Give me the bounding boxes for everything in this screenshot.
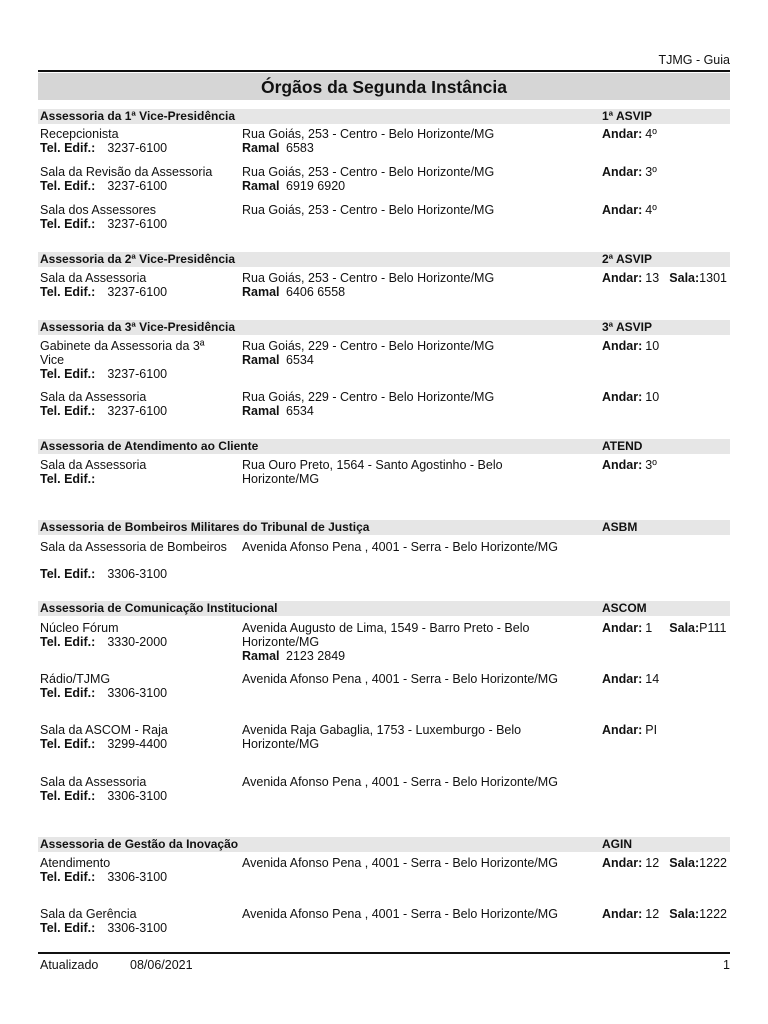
- entry-name: Rádio/TJMG: [40, 672, 111, 686]
- entry-address: Rua Goiás, 253 - Centro - Belo Horizonte/MG: [242, 203, 495, 217]
- entry-name: Gabinete da Assessoria da 3ª Vice: [40, 339, 205, 367]
- andar-label: Andar:: [602, 723, 643, 737]
- entry-address: Avenida Afonso Pena , 4001 - Serra - Belo Horizonte/MG: [242, 775, 558, 789]
- entry-address: Avenida Augusto de Lima, 1549 - Barro Preto - Belo Horizonte/MG: [242, 621, 530, 649]
- page-number: 1: [723, 958, 730, 972]
- sala-label: Sala:: [669, 856, 700, 870]
- document-header: TJMG - Guia: [658, 53, 730, 67]
- section-header: [38, 439, 730, 454]
- entry-name: Sala dos Assessores: [40, 203, 157, 217]
- section-header: [38, 520, 730, 535]
- sala-value: 1301: [699, 271, 727, 285]
- entry-name: Sala da Assessoria: [40, 390, 147, 404]
- section-name: Assessoria da 3ª Vice-Presidência: [40, 320, 235, 334]
- tel-value: 3306-3100: [107, 870, 168, 884]
- tel-value: 3306-3100: [107, 686, 168, 700]
- andar-value: PI: [645, 723, 658, 737]
- ramal-label: Ramal: [242, 141, 280, 155]
- entry-name: Núcleo Fórum: [40, 621, 119, 635]
- entry-address: Rua Goiás, 253 - Centro - Belo Horizonte/MG: [242, 271, 495, 285]
- tel-label: Tel. Edif.:: [40, 635, 96, 649]
- section-code: 3ª ASVIP: [602, 320, 653, 334]
- entry-name: Sala da ASCOM - Raja: [40, 723, 168, 737]
- tel-value: 3306-3100: [107, 567, 168, 581]
- entry-name: Sala da Revisão da Assessoria: [40, 165, 213, 179]
- ramal-value: 6583: [286, 141, 314, 155]
- ramal-label: Ramal: [242, 404, 280, 418]
- andar-label: Andar:: [602, 339, 643, 353]
- entry-address: Rua Ouro Preto, 1564 - Santo Agostinho - Belo Horizonte/MG: [242, 458, 503, 486]
- ramal-label: Ramal: [242, 179, 280, 193]
- entry-address: Rua Goiás, 229 - Centro - Belo Horizonte/MG: [242, 390, 495, 404]
- tel-label: Tel. Edif.:: [40, 921, 96, 935]
- ramal-label: Ramal: [242, 353, 280, 367]
- ramal-label: Ramal: [242, 649, 280, 663]
- entry-name: Sala da Assessoria de Bombeiros: [40, 540, 227, 554]
- andar-value: 13: [645, 271, 660, 285]
- andar-label: Andar:: [602, 127, 643, 141]
- tel-label: Tel. Edif.:: [40, 870, 96, 884]
- andar-label: Andar:: [602, 458, 643, 472]
- andar-label: Andar:: [602, 672, 643, 686]
- entry-name: Sala da Gerência: [40, 907, 137, 921]
- tel-value: 3299-4400: [107, 737, 168, 751]
- entry-address: Rua Goiás, 253 - Centro - Belo Horizonte/MG: [242, 127, 495, 141]
- ramal-label: Ramal: [242, 285, 280, 299]
- entry-name: Sala da Assessoria: [40, 271, 147, 285]
- tel-label: Tel. Edif.:: [40, 789, 96, 803]
- andar-label: Andar:: [602, 390, 643, 404]
- section-name: Assessoria da 1ª Vice-Presidência: [40, 109, 235, 123]
- tel-label: Tel. Edif.:: [40, 285, 96, 299]
- andar-label: Andar:: [602, 203, 643, 217]
- sala-value: 1222: [699, 907, 727, 921]
- entry-address: Avenida Raja Gabaglia, 1753 - Luxemburgo - Belo Horizonte/MG: [242, 723, 522, 751]
- andar-label: Andar:: [602, 856, 643, 870]
- sala-value: P111: [699, 621, 727, 635]
- tel-value: 3237-6100: [107, 217, 168, 231]
- ramal-value: 2123 2849: [286, 649, 346, 663]
- tel-value: 3330-2000: [107, 635, 168, 649]
- entry-address: Rua Goiás, 229 - Centro - Belo Horizonte/MG: [242, 339, 495, 353]
- andar-value: 14: [645, 672, 660, 686]
- section-code: ASCOM: [602, 601, 647, 615]
- sala-value: 1222: [699, 856, 727, 870]
- section-code: 1ª ASVIP: [602, 109, 653, 123]
- tel-value: 3306-3100: [107, 921, 168, 935]
- section-name: Assessoria da 2ª Vice-Presidência: [40, 252, 235, 266]
- section-name: Assessoria de Gestão da Inovação: [40, 837, 239, 851]
- tel-value: 3237-6100: [107, 367, 168, 381]
- top-rule: [38, 70, 730, 72]
- andar-label: Andar:: [602, 621, 643, 635]
- andar-label: Andar:: [602, 907, 643, 921]
- tel-value: 3237-6100: [107, 285, 168, 299]
- entry-address: Avenida Afonso Pena , 4001 - Serra - Belo Horizonte/MG: [242, 907, 558, 921]
- ramal-value: 6919 6920: [286, 179, 346, 193]
- entry-address: Avenida Afonso Pena , 4001 - Serra - Belo Horizonte/MG: [242, 672, 558, 686]
- andar-value: 12: [645, 856, 660, 870]
- andar-value: 3º: [645, 458, 657, 472]
- ramal-value: 6534: [286, 404, 314, 418]
- entry-address: Avenida Afonso Pena , 4001 - Serra - Belo Horizonte/MG: [242, 856, 558, 870]
- ramal-value: 6534: [286, 353, 314, 367]
- entry-address: Avenida Afonso Pena , 4001 - Serra - Belo Horizonte/MG: [242, 540, 558, 554]
- section-code: ATEND: [602, 439, 643, 453]
- andar-label: Andar:: [602, 271, 643, 285]
- section-code: AGIN: [602, 837, 632, 851]
- sala-label: Sala:: [669, 621, 700, 635]
- tel-label: Tel. Edif.:: [40, 367, 96, 381]
- tel-label: Tel. Edif.:: [40, 404, 96, 418]
- entry-name: Atendimento: [40, 856, 111, 870]
- andar-value: 10: [645, 339, 660, 353]
- ramal-value: 6406 6558: [286, 285, 346, 299]
- entry-name: Recepcionista: [40, 127, 119, 141]
- section-header: [38, 109, 730, 124]
- tel-label: Tel. Edif.:: [40, 737, 96, 751]
- bottom-rule: [38, 952, 730, 954]
- entry-address: Rua Goiás, 253 - Centro - Belo Horizonte/MG: [242, 165, 495, 179]
- entry-name: Sala da Assessoria: [40, 775, 147, 789]
- andar-value: 10: [645, 390, 660, 404]
- footer-updated-label: Atualizado: [40, 958, 99, 972]
- section-code: ASBM: [602, 520, 638, 534]
- tel-label: Tel. Edif.:: [40, 179, 96, 193]
- tel-value: 3237-6100: [107, 141, 168, 155]
- andar-value: 4º: [645, 127, 657, 141]
- entry-name: Sala da Assessoria: [40, 458, 147, 472]
- section-name: Assessoria de Comunicação Institucional: [40, 601, 278, 615]
- section-name: Assessoria de Atendimento ao Cliente: [40, 439, 259, 453]
- tel-label: Tel. Edif.:: [40, 686, 96, 700]
- andar-value: 4º: [645, 203, 657, 217]
- footer-date: 08/06/2021: [130, 958, 193, 972]
- tel-label: Tel. Edif.:: [40, 217, 96, 231]
- section-header: [38, 837, 730, 852]
- tel-value: 3237-6100: [107, 404, 168, 418]
- tel-label: Tel. Edif.:: [40, 141, 96, 155]
- andar-label: Andar:: [602, 165, 643, 179]
- andar-value: 12: [645, 907, 660, 921]
- section-name: Assessoria de Bombeiros Militares do Tribunal de Justiça: [40, 520, 370, 534]
- page-title: Órgãos da Segunda Instância: [38, 73, 730, 100]
- section-header: [38, 252, 730, 267]
- section-header: [38, 601, 730, 616]
- section-header: [38, 320, 730, 335]
- sala-label: Sala:: [669, 907, 700, 921]
- tel-label: Tel. Edif.:: [40, 472, 96, 486]
- section-code: 2ª ASVIP: [602, 252, 653, 266]
- tel-value: 3237-6100: [107, 179, 168, 193]
- sala-label: Sala:: [669, 271, 700, 285]
- tel-value: 3306-3100: [107, 789, 168, 803]
- tel-label: Tel. Edif.:: [40, 567, 96, 581]
- andar-value: 1: [645, 621, 653, 635]
- andar-value: 3º: [645, 165, 657, 179]
